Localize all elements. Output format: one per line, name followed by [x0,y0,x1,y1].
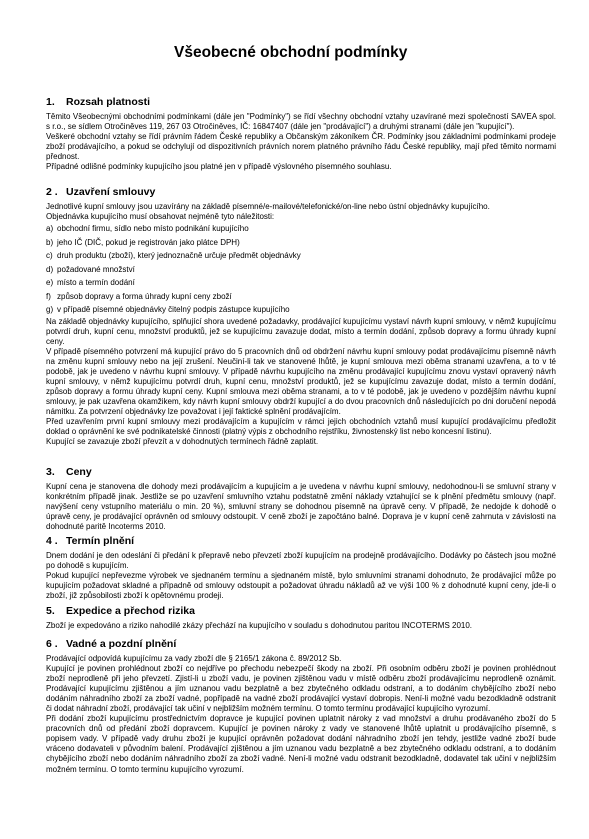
section-2 [46,186,556,447]
paragraph: Kupní cena je stanovena dle dohody mezi prodávajícím a kupujícím a je uvedena v návrhu kupní smlouvy, nedohodnou-li se smluvní strany v konkrétním případě jinak. Jestliže se po uzavření smluvního vztahu podstatně změní náklady vztahující se k plnění předmětu smlouvy (např. navýšení ceny vstupního materiálu o min. 20 %), smluvní strany se dohodnou písemně na úpravě ceny. V případě, že nedojde k dohodě o úpravě ceny, je prodávající oprávněn od smlouvy odstoupit. V ceně zboží je započtáno balné. Doprava je v kupní ceně zahrnuta v závislosti na dohodnuté paritě Incoterms 2010. [46,482,556,532]
list-item: g) v případě písemné objednávky čitelný podpis zástupce kupujícího [46,305,290,315]
section-heading: 1. Rozsah platnosti [46,96,151,108]
paragraph: Prodávající odpovídá kupujícímu za vady zboží dle § 2165/1 zákona č. 89/2012 Sb. [46,654,342,663]
paragraph: Dnem dodání je den odeslání či předání k přepravě nebo převzetí zboží kupujícím na prodejně prodávajícího. Dodávky po částech jsou možné po dohodě s kupujícím. [46,551,556,571]
section-4 [46,535,556,601]
paragraph: Jednotlivé kupní smlouvy jsou uzavírány na základě písemné/e-mailové/telefonické/on-line nebo ústní objednávky kupujícího. [46,202,490,211]
section-heading: 2 . Uzavření smlouvy [46,186,156,198]
list-item: d) požadované množství [46,264,135,274]
section-heading: 6 . Vadné a pozdní plnění [46,638,177,650]
section-3 [46,466,556,532]
paragraph: Případné odlišné podmínky kupujícího jsou platné jen v případě výslovného písemného souhlasu. [46,162,392,172]
paragraph: Těmito Všeobecnými obchodními podmínkami (dále jen "Podmínky") se řídí všechny obchodní vztahy uzavírané mezi společností SAVEA spol. s r.o., se sídlem Otročiněves 119, 267 03 Otročiněves, IČ: 16847407 (dále jen "prodávající") a druhými stranami (dále jen "kupující"). [46,112,556,132]
paragraph: Na základě objednávky kupujícího, splňující shora uvedené požadavky, prodávající kupujícímu vystaví návrh kupní smlouvy, v němž kupujícímu potvrdí druh, kupní cenu, množství produktů, jež se kupujícímu zavazuje dodat, místo a termín dodání, způsob dopravy a formu úhrady kupní ceny. [46,316,556,346]
paragraph: Pokud kupující nepřevezme výrobek ve sjednaném termínu a sjednaném místě, bylo smluvními stranami dohodnuto, že prodávající může po kupujícím požadovat skladné a případně od smlouvy odstoupit a požadovat úhradu nákladů až ve výši 100 % z dohodnuté kupní ceny, jde-li o zboží, již způsobilosti zboží k opětovnému prodeji. [46,571,556,601]
paragraph: Kupující je povinen prohlédnout zboží co nejdříve po přechodu nebezpečí škody na zboží. Při osobním odběru zboží je povinen prohlédnout zboží neprodleně při jeho převzetí. Zjistí-li u zboží vadu, je povinen zjištěnou vadu v místě odběru zboží prodávajícímu neprodleně oznámit. Prodávající kupujícímu zjištěnou a jím uznanou vadu bezplatně a bez zbytečného odkladu odstraní, a to dodáním chybějícího zboží nebo dodáním náhradního zboží za zboží vadné, popřípadě na vadné zboží prodávající vystaví dobropis. Není-li možné vadu bezodkladně odstranit či dodat náhradní zboží, prodávající tak učiní v nejbližším možném termínu. O tomto termínu prodávající kupujícího vyrozumí. [46,664,556,714]
list-item: f) způsob dopravy a forma úhrady kupní ceny zboží [46,291,232,301]
paragraph: Objednávka kupujícího musí obsahovat nejméně tyto náležitosti: [46,212,275,222]
list-item: a) obchodní firmu, sídlo nebo místo podnikání kupujícího [46,224,249,234]
list-item: b) jeho IČ (DIČ, pokud je registrován jako plátce DPH) [46,237,240,247]
document-title: Všeobecné obchodní podmínky [174,44,408,61]
section-6 [46,638,556,775]
section-1 [46,96,556,172]
paragraph: Zboží je expedováno a riziko nahodilé zkázy přechází na kupujícího v souladu s dohodnutou paritou INCOTERMS 2010. [46,621,473,630]
paragraph: Veškeré obchodní vztahy se řídí právním řádem České republiky a Občanským zákoníkem ČR. Podmínky jsou základními podmínkami prodeje zboží prodávajícího, a pokud se odchylují od dispozitivních právních norem platného právního řádu České republiky, mají před těmito normami přednost. [46,132,556,162]
paragraph: Při dodání zboží kupujícímu prostřednictvím dopravce je kupující povinen uplatnit nároky z vad množství a druhu prodávaného zboží do 5 pracovních dnů od předání zboží dopravcem. Kupující je povinen nároky z vady ve stanovené lhůtě uplatnit u prodávajícího písemně, s popisem vady. V případě vady druhu zboží je kupující oprávněn požadovat dodání náhradního zboží jen tehdy, jestliže vadné zboží bude vráceno dodavateli v původním balení. Prodávající zjištěnou a jím uznanou vadu bezplatně a bez zbytečného odkladu odstraní, a to dodáním chybějícího zboží nebo dodáním náhradního zboží za zboží vadné. Není-li možné vadu odstranit bezodkladně, dodavatel tak učiní v nejbližším možném termínu. O tomto termínu kupujícího vyrozumí. [46,714,556,774]
section-5 [46,605,556,631]
list-item: c) druh produktu (zboží), který jednoznačně určuje předmět objednávky [46,251,301,261]
section-heading: 3. Ceny [46,466,92,478]
section-heading: 4 . Termín plnění [46,535,135,547]
section-heading: 5. Expedice a přechod rizika [46,605,195,617]
list-item: e) místo a termín dodání [46,278,135,288]
paragraph: Kupující se zavazuje zboží převzít a v dohodnutých termínech řádně zaplatit. [46,437,319,447]
paragraph: V případě písemného potvrzení má kupující právo do 5 pracovních dnů od obdržení návrhu kupní smlouvy podat prodávajícímu písemně návrh na změnu kupní smlouvy nebo na její zrušení. Neučiní-li tak ve stanovené lhůtě, je kupní smlouva mezi oběma stranami uzavřena, a to v té podobě, jak je uvedeno v návrhu kupní smlouvy. V případě návrhu kupujícího na změnu prodávající kupujícímu znovu vystaví opravený návrh kupní smlouvy, v němž kupujícímu potvrdí druh, kupní cenu, množství produktů, jež se kupujícímu zavazuje dodat, místo a termín dodání, způsob dopravy a formu úhrady kupní ceny. Kupní smlouva mezi oběma stranami, a to v té podobě, jak je uvedeno v pozdějším návrhu kupní smlouvy, je pak uzavřena okamžikem, kdy návrh kupní smlouvy obdrží kupující a do dvou pracovních dnů následujících po dni doručení nepodá námitku. Za potvrzení objednávky lze považovat i její faktické splnění prodávajícím. [46,346,556,417]
paragraph: Před uzavřením první kupní smlouvy mezi prodávajícím a kupujícím v rámci jejich obchodních vztahů musí kupující prodávajícímu předložit doklad o oprávnění ke své podnikatelské činnosti (platný výpis z obchodního rejstříku, živnostenský list nebo koncesní listinu). [46,417,556,437]
